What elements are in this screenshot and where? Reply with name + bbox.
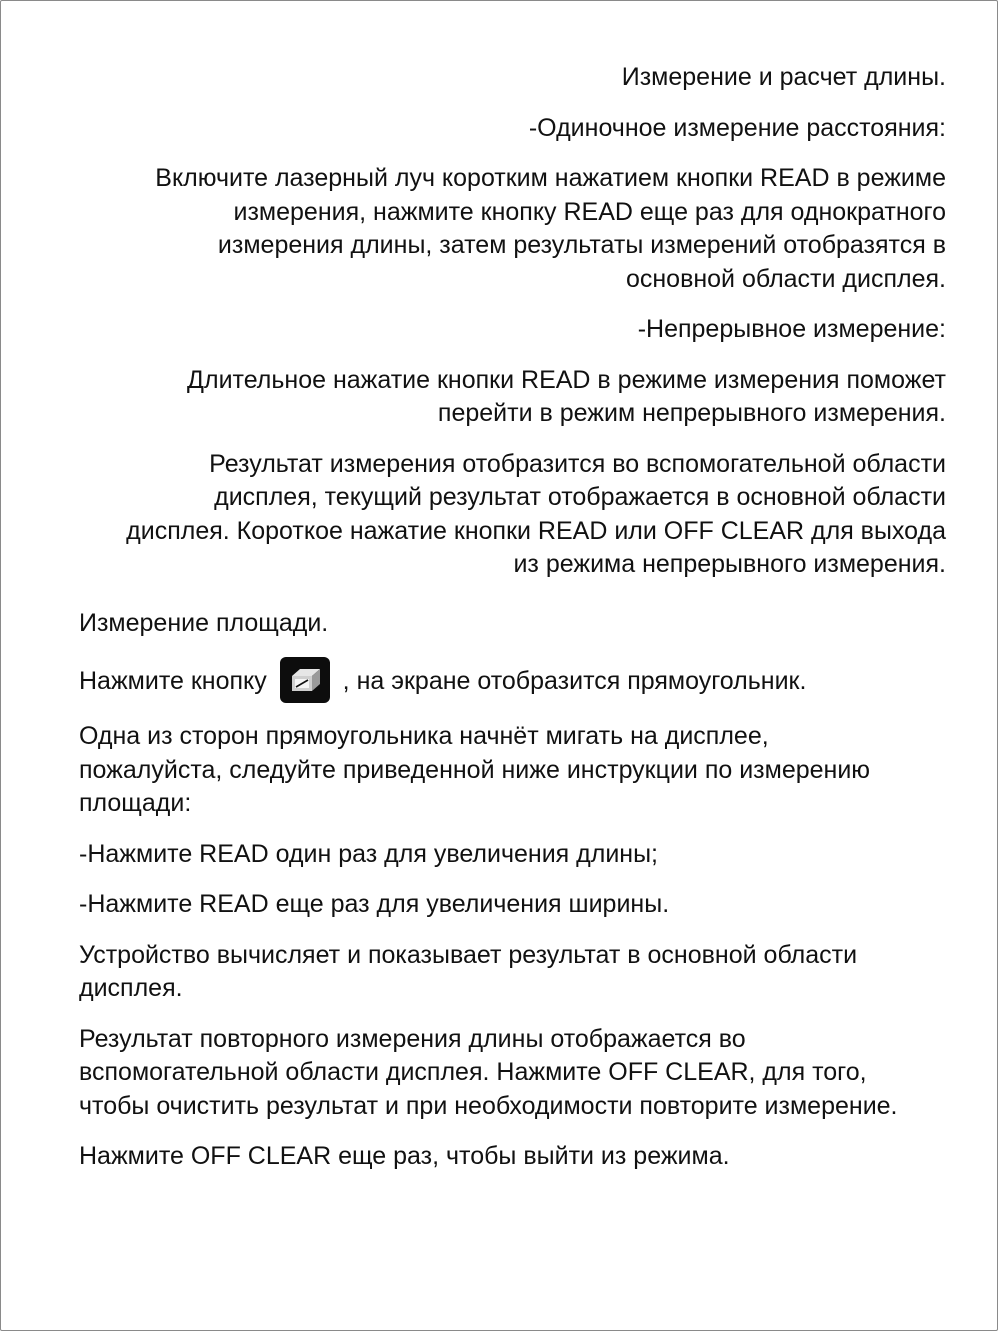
area-press-after-icon: , на экране отобразится прямоугольник. (342, 667, 807, 695)
continuous-measurement-heading: -Непрерывное измерение: (637, 315, 946, 343)
continuous-measurement-text-2: Результат измерения отобразится во вспомогательной области дисплея, текущий результат отображается в основной области дисплея. Короткое нажатие кнопки READ или OFF CLEAR для выхода из режима непрерывного измерения. (126, 449, 946, 578)
single-measurement-heading: -Одиночное измерение расстояния: (528, 113, 946, 142)
length-section-title: Измерение и расчет длины. (621, 63, 946, 91)
area-step-2: -Нажмите READ еще раз для увеличения ширины. (79, 890, 670, 918)
page-content (1, 61, 998, 1191)
length-section (1, 61, 946, 582)
area-exit-text: Нажмите OFF CLEAR еще раз, чтобы выйти из режима. (79, 1142, 730, 1170)
area-button-icon (280, 657, 330, 703)
area-section-title: Измерение площади. (79, 608, 329, 637)
single-measurement-text: Включите лазерный луч коротким нажатием кнопки READ в режиме измерения, нажмите кнопку READ еще раз для однократного измерения длины, затем результаты измерений отобразятся в основной области дисплея. (155, 164, 946, 293)
area-blink-text: Одна из сторон прямоугольника начнёт мигать на дисплее, пожалуйста, следуйте приведенной ниже инструкции по измерению площади: (79, 722, 871, 817)
area-press-button-text (79, 657, 909, 703)
area-result-text: Устройство вычисляет и показывает результат в основной области дисплея. (79, 940, 858, 1002)
area-step-1: -Нажмите READ один раз для увеличения длины; (79, 839, 659, 868)
continuous-measurement-text-1: Длительное нажатие кнопки READ в режиме измерения поможет перейти в режим непрерывного измерения. (187, 365, 946, 427)
area-section (1, 607, 909, 1174)
area-press-before-icon: Нажмите кнопку (79, 667, 267, 695)
area-repeat-text: Результат повторного измерения длины отображается во вспомогательной области дисплея. Нажмите OFF CLEAR, для того, чтобы очистить результат и при необходимости повторите измерение. (79, 1024, 898, 1120)
